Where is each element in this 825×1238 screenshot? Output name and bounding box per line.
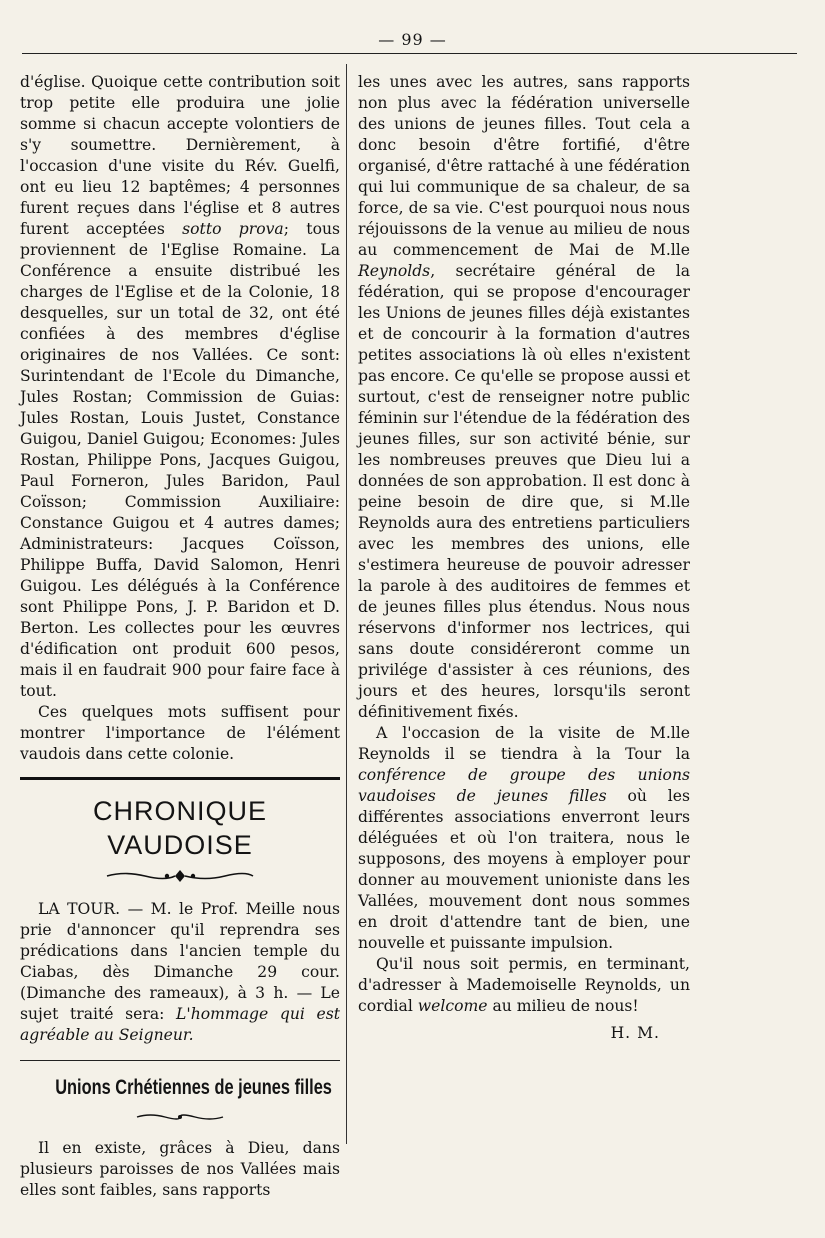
italic-text: Reynolds: [358, 262, 431, 280]
paragraph-unions-intro: Il en existe, grâces à Dieu, dans plusieurs paroisses de nos Vallées mais elles sont faibles, sans rapports: [20, 1139, 340, 1199]
text-run: Qu'il nous soit permis, en terminant, d'adresser à Mademoiselle Reynolds, un cordial: [358, 955, 690, 1015]
page-number: — 99 —: [378, 30, 447, 49]
right-column: [358, 72, 690, 1044]
paragraph-federation: [358, 72, 690, 723]
text-run: A l'occasion de la visite de M.lle Reynolds il se tiendra à la Tour la: [358, 724, 690, 763]
text-run: les unes avec les autres, sans rapports non plus avec la fédération universelle des unions de jeunes filles. Tout cela a donc besoin d'être fortifié, d'être organisé, d'être rattaché à une fédération qui lui communique de sa chaleur, de sa force, de sa vie. C'est pourquoi nous nous réjouissons de la venue au milieu de nous au commencement de Mai de M.lle: [358, 73, 690, 259]
italic-text: conférence de groupe des unions vaudoises de jeunes filles: [358, 766, 690, 805]
ornament-divider: [20, 868, 340, 889]
paragraph-welcome: [358, 954, 690, 1017]
italic-text: welcome: [417, 997, 488, 1015]
ornament-divider: [20, 1107, 340, 1128]
paragraph-contribution: [20, 72, 340, 702]
italic-text: sotto prova: [182, 220, 284, 238]
section-rule: [20, 777, 340, 780]
italic-text: L'hommage qui est agréable au Seigneur.: [20, 1005, 340, 1044]
left-column: [20, 72, 340, 1201]
text-run: LA TOUR. — M. le Prof. Meille nous prie d'annoncer qu'il reprendra ses prédications dans l'ancien temple du Ciabas, dès Dimanche 29 cour. (Dimanche des rameaux), à 3 h. — Le sujet traité sera:: [20, 900, 340, 1023]
section-heading-unions: Unions Crhétiennes de jeunes filles: [55, 1076, 332, 1099]
paragraph-conclusion: Ces quelques mots suffisent pour montrer l'importance de l'élément vaudois dans cette colonie.: [20, 703, 340, 763]
text-run: , secrétaire général de la fédération, qui se propose d'encourager les Unions de jeunes filles déjà existantes et de concourir à la formation d'autres petites associations là où elles n'existent pas encore. Ce qu'elle se propose aussi et surtout, c'est de renseigner notre public féminin sur l'étendue de la fédération des jeunes filles, sur son activité bénie, sur les nombreuses preuves que Dieu lui a données de son approbation. Il est donc à peine besoin de dire que, si M.lle Reynolds aura des entretiens particuliers avec les membres des unions, elle s'estimera heureuse de pouvoir adresser la parole à des auditoires de femmes et de jeunes filles plus étendus. Nous nous réservons d'informer nos lectrices, qui sans doute considéreront comme un privilége d'assister à ces réunions, des jours et des heures, lorsqu'ils seront définitivement fixés.: [358, 262, 690, 721]
text-run: au milieu de nous!: [487, 997, 639, 1015]
text-run: où les différentes associations enverront leurs déléguées et où l'on traitera, nous le supposons, des moyens à employer pour donner au mouvement unioniste dans les Vallées, mouvement dont nous sommes en droit d'attendre tant de bien, une nouvelle et puissante impulsion.: [358, 787, 690, 952]
paragraph-conference: [358, 723, 690, 954]
header-rule: [22, 53, 797, 54]
paragraph-la-tour: [20, 899, 340, 1046]
text-run: ; tous proviennent de l'Eglise Romaine. La Conférence a ensuite distribué les charges de l'Eglise et de la Colonie, 18 desquelles, sur un total de 32, ont été confiées à des membres d'église originaires de nos Vallées. Ce sont: Surintendant de l'Ecole du Dimanche, Jules Rostan; Commission de Guias: Jules Rostan, Louis Justet, Constance Guigou, Daniel Guigou; Economes: Jules Rostan, Philippe Pons, Jacques Guigou, Paul Forneron, Jules Baridon, Paul Coïsson; Commission Auxiliaire: Constance Guigou et 4 autres dames; Administrateurs: Jacques Coïsson, Philippe Buffa, David Salomon, Henri Guigou. Les délégués à la Conférence sont Philippe Pons, J. P. Baridon et D. Berton. Les collectes pour les œuvres d'édification ont produit 600 pesos, mais il en faudrait 900 pour faire face à tout.: [20, 220, 341, 700]
section-heading-chronique: CHRONIQUE VAUDOISE: [92, 796, 267, 860]
ornament-icon: [105, 869, 255, 883]
column-divider: [346, 64, 347, 1144]
signature: H. M.: [610, 1024, 660, 1042]
ornament-icon: [135, 1112, 225, 1122]
section-rule: [20, 1060, 340, 1061]
text-run: d'église. Quoique cette contribution soit trop petite elle produira une jolie somme si chacun accepte volontiers de s'y soumettre. Dernièrement, à l'occasion d'une visite du Rév. Guelfi, ont eu lieu 12 baptêmes; 4 personnes furent reçues dans l'église et 8 autres furent acceptées: [20, 73, 340, 238]
